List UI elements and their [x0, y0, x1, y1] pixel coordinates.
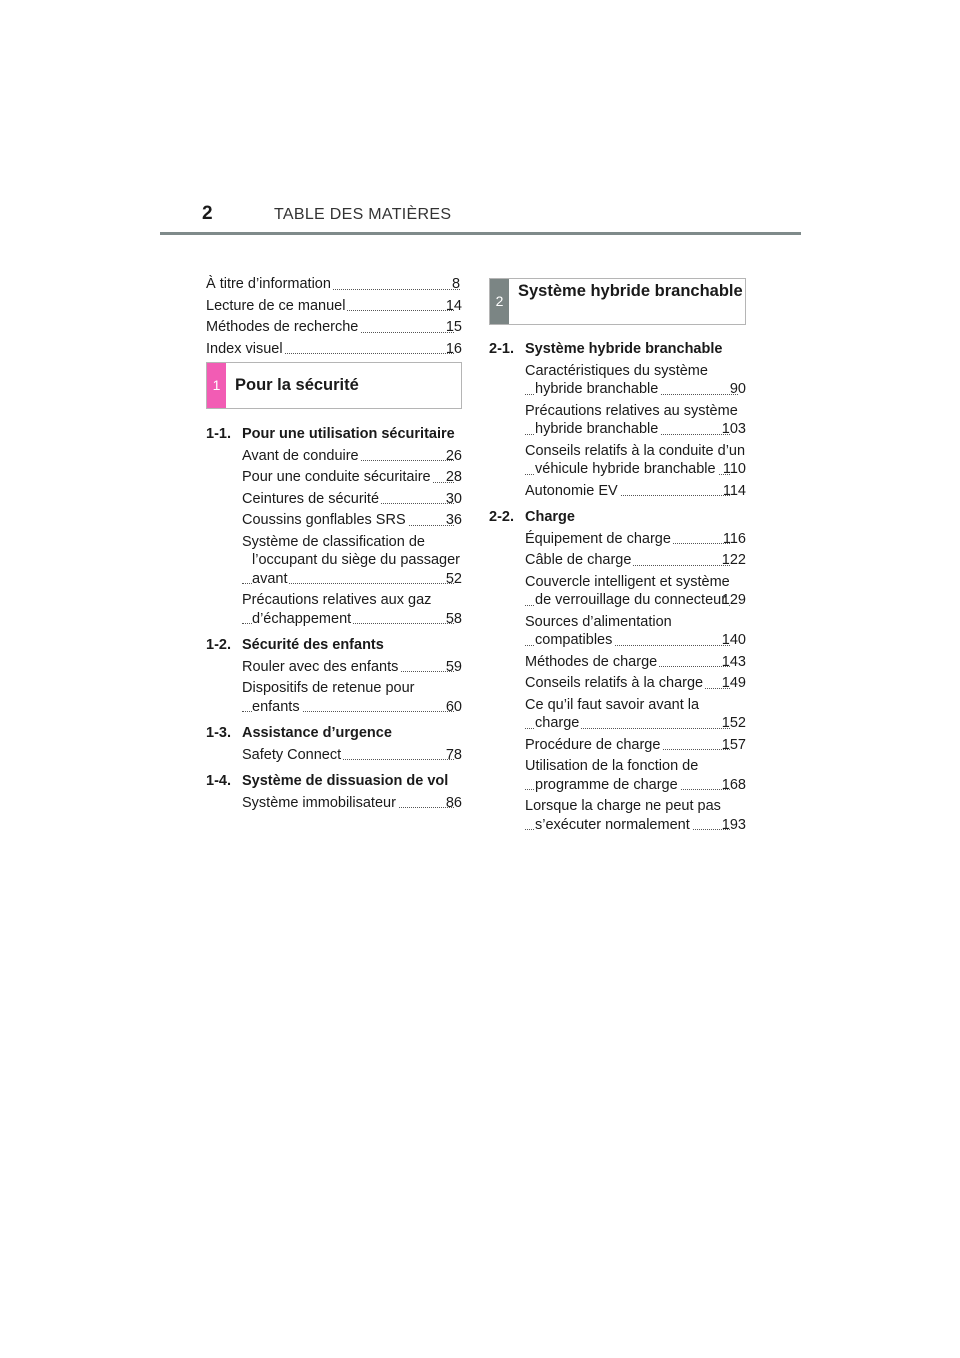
toc-entry-title: Coussins gonflables SRS — [242, 512, 406, 528]
toc-entry-title: Lorsque la charge ne peut pas s’exécuter normalement — [525, 798, 721, 833]
toc-entry[interactable] — [242, 591, 462, 628]
section-1-subsections — [206, 425, 462, 812]
toc-entry[interactable] — [242, 447, 462, 466]
toc-entry[interactable] — [525, 551, 746, 570]
toc-entry-page: 110 — [722, 461, 746, 477]
toc-entry-page: 28 — [445, 469, 462, 485]
toc-entry-title: Index visuel — [206, 340, 283, 357]
toc-entry-page: 140 — [721, 632, 746, 648]
subsection-entries — [206, 658, 462, 717]
toc-entry[interactable] — [242, 794, 462, 813]
toc-entry[interactable] — [242, 511, 462, 530]
toc-entry-title: Précautions relatives aux gaz d’échappement — [242, 592, 432, 627]
toc-entry-page: 78 — [445, 746, 462, 763]
subsection-number: 1-2. — [206, 637, 231, 653]
toc-entry[interactable] — [525, 696, 746, 733]
toc-entry[interactable] — [525, 442, 746, 479]
toc-entry-page: 168 — [721, 776, 746, 793]
subsection-entries — [489, 530, 746, 835]
toc-entry[interactable] — [242, 658, 462, 677]
toc-entry-page: 114 — [722, 482, 746, 499]
toc-entry-title: Câble de charge — [525, 552, 632, 568]
page-header — [160, 203, 801, 235]
toc-entry-page: 90 — [729, 381, 746, 397]
toc-entry[interactable] — [206, 275, 462, 294]
toc-entry-title: Couvercle intelligent et système de verrouillage du connecteur — [525, 573, 730, 608]
toc-entry[interactable] — [525, 674, 746, 693]
toc-entry[interactable] — [206, 318, 462, 337]
toc-entry[interactable] — [242, 746, 462, 765]
toc-entry-page: 8 — [452, 276, 461, 292]
subsection-title: Charge — [525, 509, 575, 525]
toc-entry-page: 26 — [445, 447, 462, 464]
subsection-heading[interactable] — [489, 340, 746, 359]
toc-entry[interactable] — [525, 402, 746, 439]
toc-entry-title: Dispositifs de retenue pour enfants — [242, 680, 415, 715]
toc-entry-page: 116 — [722, 530, 746, 547]
toc-entry[interactable] — [242, 679, 462, 716]
subsection-entries — [206, 746, 462, 765]
toc-entry[interactable] — [525, 613, 746, 650]
toc-entry[interactable] — [525, 573, 746, 610]
toc-entry-title: Ceintures de sécurité — [242, 490, 380, 507]
subsection-title: Système de dissuasion de vol — [242, 773, 449, 789]
subsection-heading[interactable] — [206, 724, 462, 743]
toc-right-column — [489, 278, 746, 837]
toc-entry[interactable] — [206, 297, 462, 316]
toc-entry-title: Conseils relatifs à la conduite d’un véhicule hybride branchable — [525, 442, 746, 477]
toc-entry[interactable] — [525, 362, 746, 399]
subsection-heading[interactable] — [206, 425, 462, 444]
toc-entry[interactable] — [206, 340, 462, 359]
toc-entry-title: À titre d’information — [206, 276, 331, 292]
toc-entry-title: Avant de conduire — [242, 447, 359, 464]
subsection-number: 1-1. — [206, 426, 231, 442]
header-title: TABLE DES MATIÈRES — [274, 206, 452, 223]
toc-entry-title: Autonomie EV — [525, 482, 618, 499]
toc-entry-page: 59 — [445, 658, 462, 675]
header-rule — [160, 232, 801, 235]
toc-entry-page: 129 — [721, 592, 746, 608]
subsection-number: 2-1. — [489, 341, 514, 357]
toc-entry[interactable] — [525, 757, 746, 794]
subsection-heading[interactable] — [206, 772, 462, 791]
subsection-entries — [206, 794, 462, 813]
toc-entry[interactable] — [242, 533, 462, 589]
toc-entry-page: 15 — [445, 319, 462, 335]
section-box-1[interactable] — [206, 362, 462, 409]
toc-entry[interactable] — [525, 797, 746, 834]
toc-entry-title: Rouler avec des enfants — [242, 658, 399, 675]
section-tab-2: 2 — [490, 279, 509, 324]
toc-entry-page: 16 — [445, 340, 462, 357]
subsection-title: Assistance d’urgence — [242, 725, 392, 741]
toc-entry[interactable] — [242, 490, 462, 509]
subsection-title: Sécurité des enfants — [242, 637, 384, 653]
subsection-entries — [206, 447, 462, 629]
toc-entry-page: 52 — [445, 570, 462, 587]
toc-entry-page: 152 — [721, 715, 746, 731]
toc-entry-page: 30 — [445, 490, 462, 507]
toc-entry[interactable] — [525, 482, 746, 501]
toc-entry-page: 103 — [721, 421, 746, 437]
section-title-1: Pour la sécurité — [235, 376, 359, 394]
toc-entry-title: Méthodes de recherche — [206, 319, 359, 335]
subsection-number: 1-4. — [206, 773, 231, 789]
toc-entry-page: 149 — [721, 675, 746, 691]
toc-entry-title: Sources d’alimentation compatibles — [525, 613, 672, 648]
toc-entry-title: Safety Connect — [242, 746, 342, 763]
toc-entry-page: 60 — [445, 698, 462, 715]
toc-entry-page: 143 — [721, 653, 746, 670]
subsection-heading[interactable] — [206, 636, 462, 655]
toc-entry-title: Procédure de charge — [525, 736, 661, 753]
toc-entry-title: Précautions relatives au système hybride branchable — [525, 402, 738, 437]
toc-entry-page: 36 — [445, 512, 462, 528]
toc-entry-title: Méthodes de charge — [525, 653, 658, 670]
toc-entry-page: 14 — [445, 297, 462, 314]
subsection-entries — [489, 362, 746, 501]
intro-list — [206, 275, 462, 358]
toc-left-column — [206, 275, 462, 815]
toc-entry[interactable] — [242, 468, 462, 487]
toc-entry-title: Équipement de charge — [525, 530, 671, 547]
toc-entry[interactable] — [525, 530, 746, 549]
toc-entry-title: Utilisation de la fonction de programme de charge — [525, 758, 699, 793]
subsection-title: Système hybride branchable — [525, 341, 723, 357]
section-tab-1: 1 — [207, 363, 226, 408]
toc-entry-page: 193 — [721, 816, 746, 833]
toc-entry-page: 58 — [445, 610, 462, 627]
toc-entry-page: 122 — [721, 552, 746, 568]
toc-entry-title: Système de classification de l’occupant du siège du passager avant — [242, 533, 460, 587]
subsection-number: 1-3. — [206, 725, 231, 741]
toc-entry-title: Lecture de ce manuel — [206, 297, 346, 314]
section-box-2[interactable] — [489, 278, 746, 325]
section-title-2: Système hybride branchable — [518, 282, 743, 300]
toc-entry-title: Conseils relatifs à la charge — [525, 675, 704, 691]
subsection-title: Pour une utilisation sécuritaire — [242, 426, 455, 442]
toc-entry-title: Pour une conduite sécuritaire — [242, 469, 431, 485]
toc-entry-title: Système immobilisateur — [242, 794, 396, 811]
toc-entry-title: Ce qu’il faut savoir avant la charge — [525, 696, 700, 731]
toc-entry[interactable] — [525, 653, 746, 672]
subsection-heading[interactable] — [489, 508, 746, 527]
toc-entry[interactable] — [525, 736, 746, 755]
page-number: 2 — [202, 203, 213, 224]
subsection-number: 2-2. — [489, 509, 514, 525]
toc-entry-page: 86 — [445, 794, 462, 811]
section-2-subsections — [489, 340, 746, 834]
toc-entry-title: Caractéristiques du système hybride branchable — [525, 362, 708, 397]
toc-entry-page: 157 — [721, 736, 746, 753]
